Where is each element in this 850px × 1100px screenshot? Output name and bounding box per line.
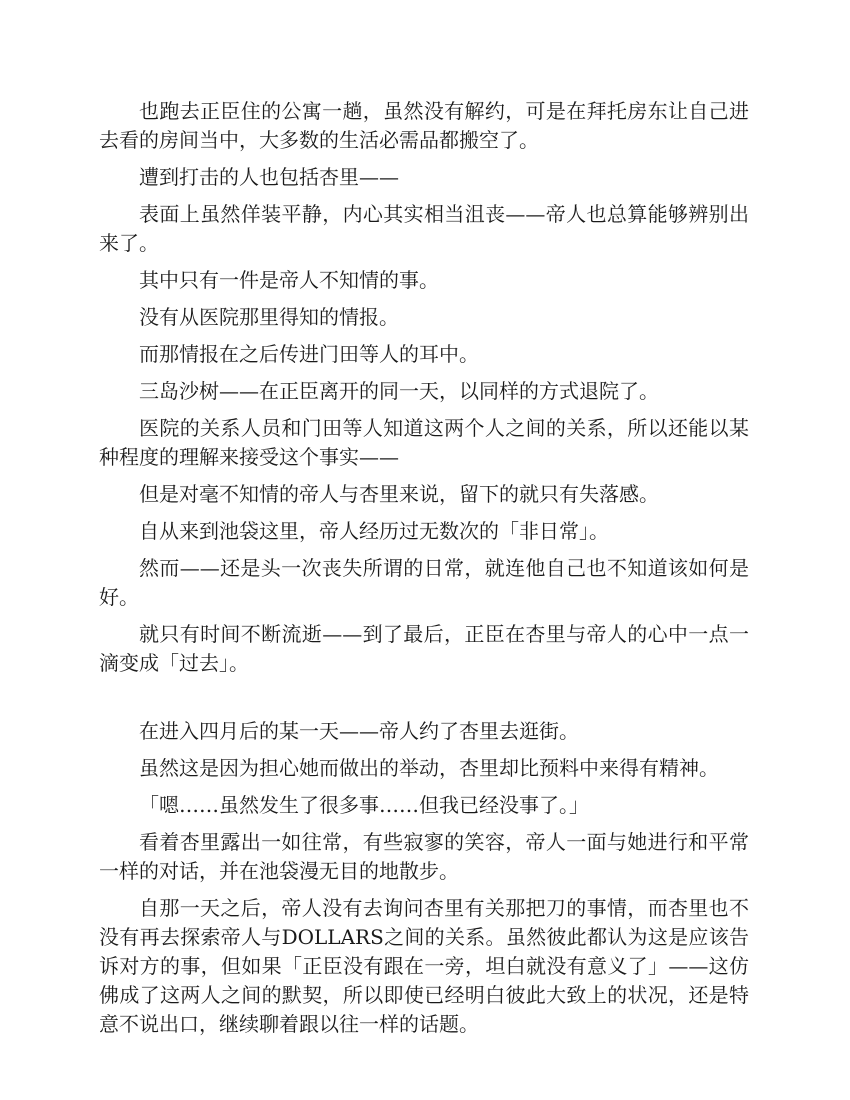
- paragraph: 自那一天之后，帝人没有去询问杏里有关那把刀的事情，而杏里也不没有再去探索帝人与DOLLARS之间的关系。虽然彼此都认为这是应该告诉对方的事，但如果「正臣没有跟在一旁，坦白就没有意义了」——这仿佛成了这两人之间的默契，所以即使已经明白彼此大致上的状况，还是特意不说出口，继续聊着跟以往一样的话题。: [99, 896, 749, 1036]
- paragraph: 其中只有一件是帝人不知情的事。: [139, 268, 439, 292]
- paragraph: 表面上虽然佯装平静，内心其实相当沮丧——帝人也总算能够辨别出来了。: [99, 202, 749, 255]
- paragraph: 自从来到池袋这里，帝人经历过无数次的「非日常」。: [139, 519, 609, 543]
- paragraph: 然而——还是头一次丧失所谓的日常，就连他自己也不知道该如何是好。: [99, 556, 749, 609]
- paragraph: 但是对毫不知情的帝人与杏里来说，留下的就只有失落感。: [139, 482, 659, 506]
- paragraph: 在进入四月后的某一天——帝人约了杏里去逛街。: [139, 719, 579, 743]
- paragraph: 虽然这是因为担心她而做出的举动，杏里却比预料中来得有精神。: [139, 756, 719, 780]
- paragraph: 而那情报在之后传进门田等人的耳中。: [139, 342, 479, 366]
- paragraph: 遭到打击的人也包括杏里——: [139, 165, 399, 189]
- paragraph: 没有从医院那里得知的情报。: [139, 305, 399, 329]
- paragraph: 看着杏里露出一如往常，有些寂寥的笑容，帝人一面与她进行和平常一样的对话，并在池袋漫无目的地散步。: [99, 830, 749, 883]
- paragraph: 医院的关系人员和门田等人知道这两个人之间的关系，所以还能以某种程度的理解来接受这个事实——: [99, 416, 749, 469]
- paragraph: 也跑去正臣住的公寓一趟，虽然没有解约，可是在拜托房东让自己进去看的房间当中，大多数的生活必需品都搬空了。: [99, 99, 749, 152]
- paragraph: 三岛沙树——在正臣离开的同一天，以同样的方式退院了。: [139, 379, 659, 403]
- document-page: [99, 97, 749, 1047]
- paragraph: 「嗯……虽然发生了很多事……但我已经没事了。」: [139, 793, 589, 817]
- paragraph: 就只有时间不断流逝——到了最后，正臣在杏里与帝人的心中一点一滴变成「过去」。: [99, 622, 749, 675]
